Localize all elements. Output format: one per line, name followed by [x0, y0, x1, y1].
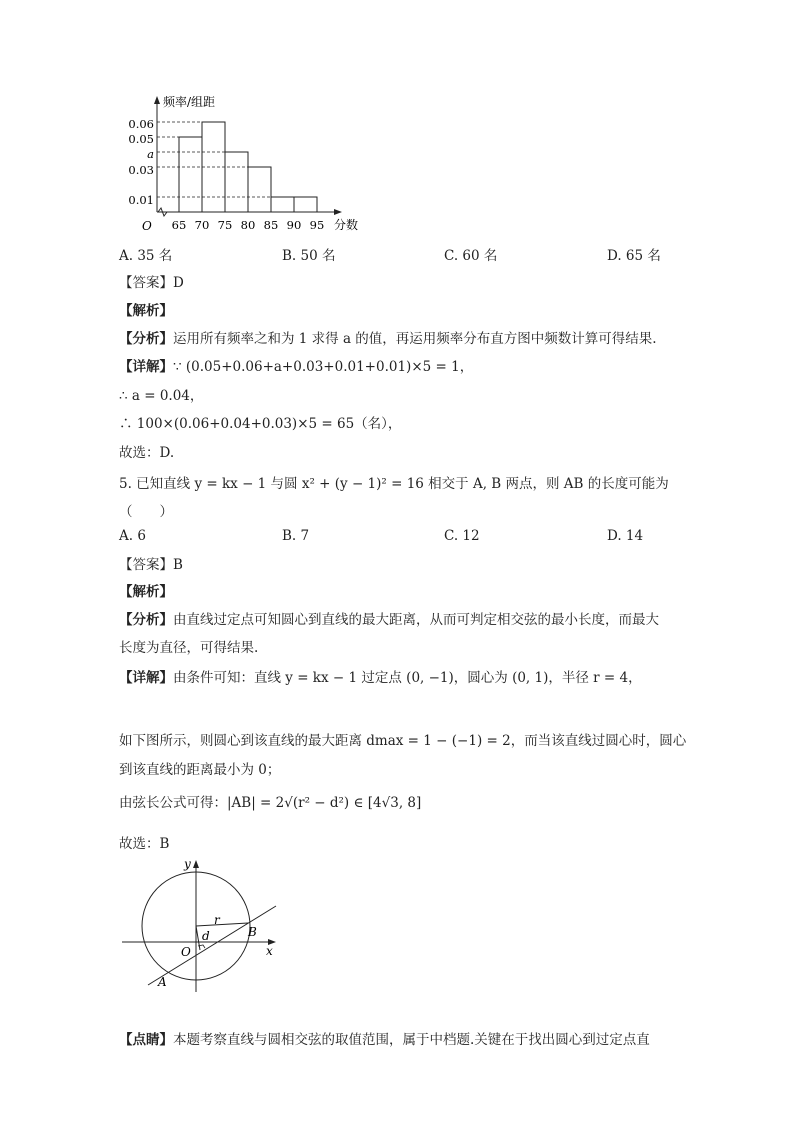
x-tick-95: 95 — [309, 218, 325, 232]
q5-detail1 — [119, 666, 642, 686]
q5-detail2: 如下图所示，则圆心到该直线的最大距离 dmax = 1 − (−1) = 2，而当该直线过圆心时，圆心 — [119, 733, 687, 749]
circle-line-figure — [118, 852, 288, 997]
y-axis-label: 频率/组距 — [163, 95, 216, 109]
q4-xiangjie — [119, 355, 473, 375]
q4-jiexi-heading: 【解析】 — [119, 303, 173, 319]
fig-line-ab — [148, 906, 276, 985]
y-tick-0.01: 0.01 — [128, 193, 154, 207]
q4-xiangjie-tag: 【详解】 — [119, 359, 173, 375]
histogram-bar-80-85 — [248, 167, 271, 212]
x-tick-65: 65 — [171, 218, 187, 232]
frequency-histogram — [118, 94, 368, 236]
q4-fenxi — [119, 327, 657, 347]
q4-step2: ∴ a = 0.04， — [119, 388, 204, 404]
fig-distance — [196, 926, 200, 950]
q5-dianjing-tag: 【点睛】 — [119, 1032, 173, 1048]
q5-dianjing — [119, 1028, 650, 1048]
histogram-bar-65-70 — [179, 137, 202, 212]
x-tick-80: 80 — [240, 218, 256, 232]
q4-answer: 【答案】D — [119, 275, 184, 291]
x-tick-85: 85 — [263, 218, 279, 232]
x-axis-label: 分数 — [334, 218, 359, 232]
fig-label-x: x — [266, 944, 273, 958]
fig-label-y: y — [184, 857, 191, 871]
q5-xiangjie-tag: 【详解】 — [119, 670, 173, 686]
q4-step3: ∴ 100×(0.06+0.04+0.03)×5 = 65（名）， — [119, 416, 402, 432]
fig-radius — [196, 923, 248, 926]
y-axis-arrow — [154, 96, 160, 104]
x-tick-75: 75 — [217, 218, 233, 232]
q4-choose: 故选：D. — [119, 445, 175, 461]
q5-option-d: D. 14 — [607, 528, 644, 544]
q5-detail4: 由弦长公式可得：|AB| = 2√(r² − d²) ∈ [4√3, 8] — [119, 795, 422, 811]
q5-fenxi-line1 — [119, 608, 659, 628]
x-axis-arrow — [334, 209, 342, 215]
q5-fenxi-text1: 由直线过定点可知圆心到直线的最大距离，从而可判定相交弦的最小长度，而最大 — [173, 612, 659, 628]
q4-step1: ∵ (0.05+0.06+a+0.03+0.01+0.01)×5 = 1， — [173, 359, 474, 375]
y-tick-0.05: 0.05 — [128, 132, 154, 146]
q4-option-d: D. 65 名 — [607, 248, 661, 264]
q5-fenxi-tag: 【分析】 — [119, 612, 173, 628]
q5-jiexi-heading: 【解析】 — [119, 584, 173, 600]
q4-option-a: A. 35 名 — [119, 248, 173, 264]
origin-label: O — [142, 219, 152, 233]
fig-label-a: A — [158, 975, 167, 989]
y-tick-a: a — [147, 147, 154, 161]
fig-label-o: O — [181, 945, 191, 959]
histogram-bar-75-80 — [225, 152, 248, 212]
q5-paren: （ ） — [119, 504, 173, 520]
y-tick-0.03: 0.03 — [128, 163, 154, 177]
q5-option-b: B. 7 — [282, 528, 310, 544]
histogram-bars-layer — [157, 122, 317, 212]
q5-detail3: 到该直线的距离最小为 0； — [119, 762, 281, 778]
x-tick-90: 90 — [286, 218, 302, 232]
fig-label-b: B — [248, 925, 257, 939]
histogram-bar-90-95 — [294, 197, 317, 212]
x-tick-70: 70 — [194, 218, 210, 232]
q4-fenxi-text: 运用所有频率之和为 1 求得 a 的值，再运用频率分布直方图中频数计算可得结果. — [173, 331, 657, 347]
histogram-bar-85-90 — [271, 197, 294, 212]
fig-label-d: d — [202, 929, 210, 943]
q4-fenxi-tag: 【分析】 — [119, 331, 173, 347]
q5-answer: 【答案】B — [119, 557, 183, 573]
q5-detail1-text: 由条件可知：直线 y = kx − 1 过定点 (0, −1)，圆心为 (0, 1)，半径 r = 4， — [173, 670, 642, 686]
fig-label-r: r — [214, 913, 220, 927]
q5-fenxi-line2: 长度为直径，可得结果. — [119, 640, 259, 656]
q5-stem: 5. 已知直线 y = kx − 1 与圆 x² + (y − 1)² = 16 相交于 A, B 两点，则 AB 的长度可能为 — [119, 476, 669, 492]
fig-y-arrow — [193, 860, 199, 868]
q5-choose: 故选：B — [119, 836, 170, 852]
q4-option-c: C. 60 名 — [444, 248, 498, 264]
y-tick-0.06: 0.06 — [128, 117, 154, 131]
q4-option-b: B. 50 名 — [282, 248, 336, 264]
q5-dianjing-text: 本题考察直线与圆相交弦的取值范围，属于中档题.关键在于找出圆心到过定点直 — [173, 1032, 650, 1048]
q5-option-a: A. 6 — [119, 528, 146, 544]
q5-option-c: C. 12 — [444, 528, 480, 544]
